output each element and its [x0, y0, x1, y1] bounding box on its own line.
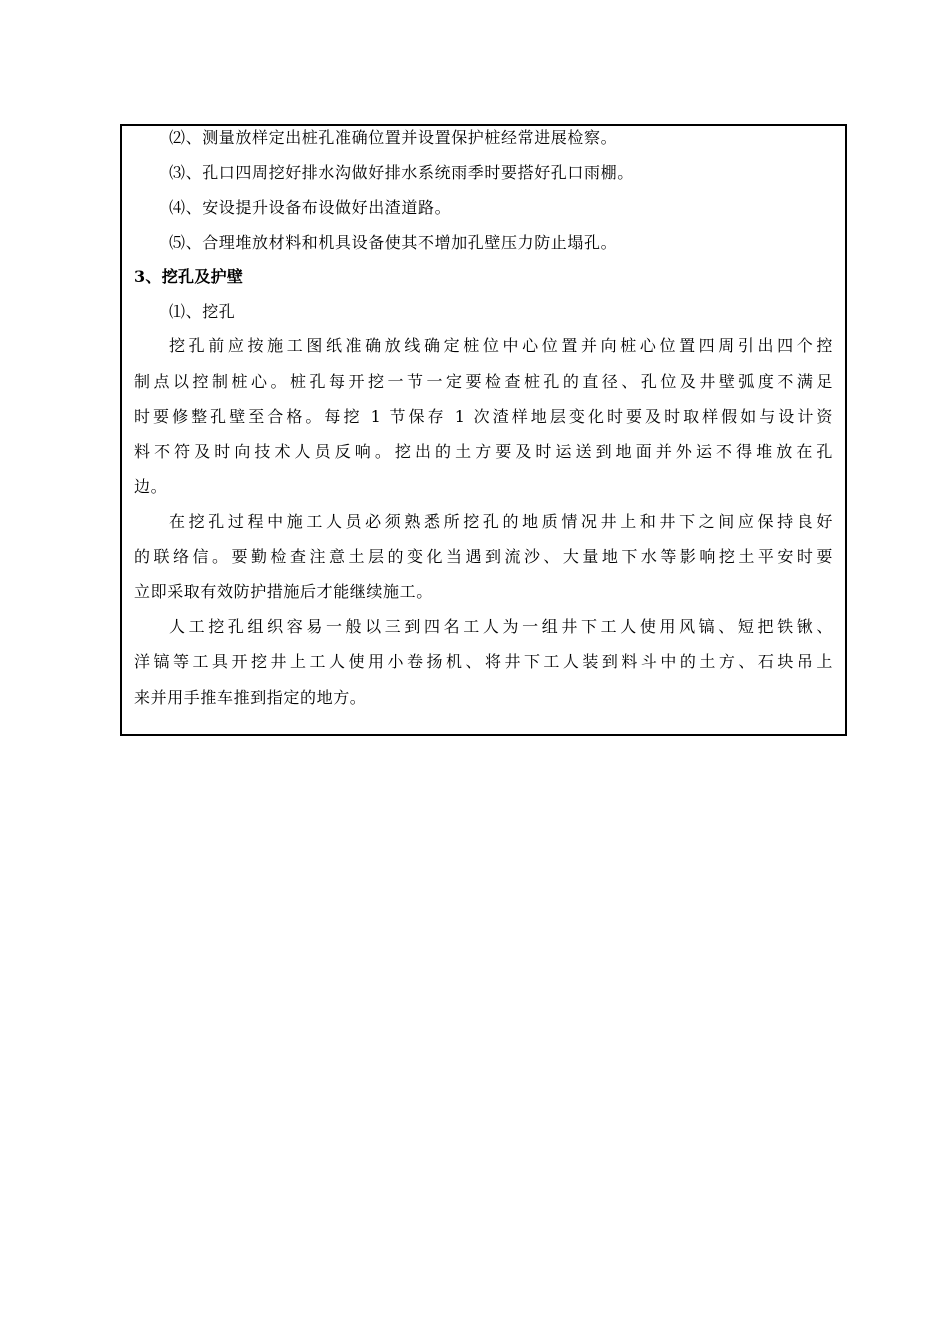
paragraph-line: 时要修整孔壁至合格。每挖 1 节保存 1 次渣样地层变化时要及时取样假如与设计资 — [134, 407, 833, 426]
list-item-4: ⑷、安设提升设备布设做好出渣道路。 — [169, 198, 452, 217]
content-frame — [120, 124, 847, 736]
paragraph-line: 制点以控制桩心。桩孔每开挖一节一定要检查桩孔的直径、孔位及井壁弧度不满足 — [134, 372, 833, 391]
paragraph-line: 挖孔前应按施工图纸准确放线确定桩位中心位置并向桩心位置四周引出四个控 — [169, 336, 833, 355]
paragraph-line: 来并用手推车推到指定的地方。 — [134, 688, 367, 707]
paragraph-line: 边。 — [134, 477, 168, 496]
paragraph-line: 洋镐等工具开挖井上工人使用小卷扬机、将井下工人装到料斗中的土方、石块吊上 — [134, 652, 833, 671]
subsection-heading: ⑴、挖孔 — [169, 302, 236, 321]
list-item-2: ⑵、测量放样定出桩孔准确位置并设置保护桩经常进展检察。 — [169, 128, 618, 147]
paragraph-line: 在挖孔过程中施工人员必须熟悉所挖孔的地质情况井上和井下之间应保持良好 — [169, 512, 833, 531]
section-heading: 3、挖孔及护壁 — [134, 267, 244, 286]
paragraph-line: 的联络信。要勤检查注意土层的变化当遇到流沙、大量地下水等影响挖土平安时要 — [134, 547, 833, 566]
list-item-3: ⑶、孔口四周挖好排水沟做好排水系统雨季时要搭好孔口雨棚。 — [169, 163, 634, 182]
list-item-5: ⑸、合理堆放材料和机具设备使其不增加孔壁压力防止塌孔。 — [169, 233, 618, 252]
paragraph-line: 立即采取有效防护措施后才能继续施工。 — [134, 582, 433, 601]
paragraph-line: 人工挖孔组织容易一般以三到四名工人为一组井下工人使用风镐、短把铁锹、 — [169, 617, 833, 636]
paragraph-line: 料不符及时向技术人员反响。挖出的土方要及时运送到地面并外运不得堆放在孔 — [134, 442, 833, 461]
